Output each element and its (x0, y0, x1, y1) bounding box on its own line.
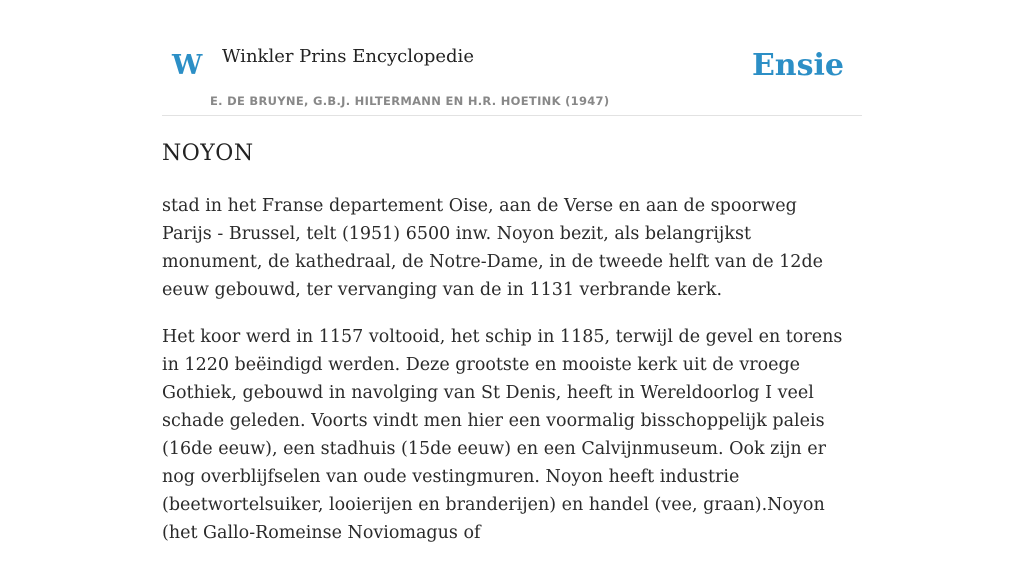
ensie-logo[interactable]: Ensie (751, 48, 844, 83)
entry-paragraph: stad in het Franse departement Oise, aan de Verse en aan de spoorweg Parijs - Brussel, telt (1951) 6500 inw. Noyon bezit, als belangrijkst monument, de kathedraal, de Notre-Dame, in de tweede helft van de 12de eeuw gebouwd, ter vervanging van de in 1131 verbrande kerk. (162, 196, 824, 300)
entry-paragraph: Het koor werd in 1157 voltooid, het schip in 1185, terwijl de gevel en torens in 1220 beëindigd werden. Deze grootste en mooiste kerk uit de vroege Gothiek, gebouwd in navolging van St Denis, heeft in Wereldoorlog I veel schade geleden. Voorts vindt men hier een voormalig bisschoppelijk paleis (16de eeuw), een stadhuis (15de eeuw) en een Calvijnmuseum. Ook zijn er nog overblijfselen van oude vestingmuren. Noyon heeft industrie (beetwortelsuiker, looierijen en branderijen) en handel (vee, graan).Noyon (het Gallo-Romeinse Noviomagus of (162, 327, 843, 543)
site-header (162, 0, 862, 116)
encyclopedia-title[interactable]: Winkler Prins Encyclopedie (222, 46, 474, 67)
encyclopedia-authors: E. DE BRUYNE, G.B.J. HILTERMANN EN H.R. HOETINK (1947) (210, 94, 610, 108)
winkler-prins-logo-icon[interactable]: W (172, 50, 203, 81)
entry-body (162, 192, 852, 566)
entry-title: NOYON (162, 141, 254, 166)
